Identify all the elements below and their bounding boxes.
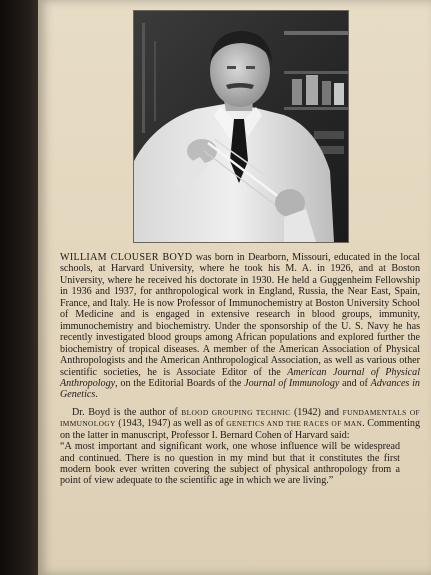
- bio-text: , on the Editorial Boards of the: [115, 377, 245, 389]
- bio-text: was born in Dearborn, Missouri, educated in the local schools, at Harvard University, where he took his M. A. in 1926, and at Boston University, where he received his doctorate in 1930. He held a Guggenheim Fellowship in 1936 and 1937, for anthropological work in England, Russia, the Near East, Spain, France, and Italy. He is now Professor of Immunochemistry at Boston University School of Medicine and is engaged in extensive research in blood groups, immunity, immunochemistry and biochemistry. Under the sponsorship of the U. S. Navy he has recently investigated blood groups among African populations and explored further the biochemistry of tropical diseases. A member of the American Association of Physical Anthropologists and the American Anthropological Association, as well as various other scientific societies, he is Associate Editor of the: [60, 252, 420, 378]
- review-quote: “A most important and significant work, one whose influence will be widespread and continued. There is no question in my mind but that it constitutes the first modern book ever written covering the subject of physical anthropology from a point of view adequate to the scientific age in which we are living.”: [60, 441, 400, 487]
- book-spine-shadow: [0, 0, 40, 575]
- bio-text: . Commenting on the latter in manuscript, Professor I. Bernard Cohen of Harvard said:: [60, 418, 420, 441]
- author-name: WILLIAM CLOUSER BOYD: [60, 252, 193, 263]
- journal-title: Advances in Genetics: [60, 377, 420, 401]
- author-photo: [134, 11, 348, 242]
- author-biography: [60, 252, 420, 487]
- bio-text: and of: [339, 377, 371, 389]
- book-title: BLOOD GROUPING TECHNIC: [181, 407, 291, 417]
- bio-text: Dr. Boyd is the author of: [72, 406, 182, 418]
- book-title: FUNDAMENTALS OF IMMUNOLOGY: [60, 407, 421, 429]
- bio-text: (1943, 1947) as well as of: [115, 418, 227, 430]
- bio-paragraph: [60, 252, 420, 401]
- book-title: GENETICS AND THE RACES OF MAN: [226, 419, 363, 429]
- journal-title: Journal of Immunology: [244, 377, 340, 389]
- journal-title: American Journal of Physical Anthropology: [60, 366, 420, 389]
- bio-text: .: [95, 389, 98, 401]
- bio-text: (1942) and: [290, 406, 343, 418]
- books-paragraph: [60, 407, 420, 441]
